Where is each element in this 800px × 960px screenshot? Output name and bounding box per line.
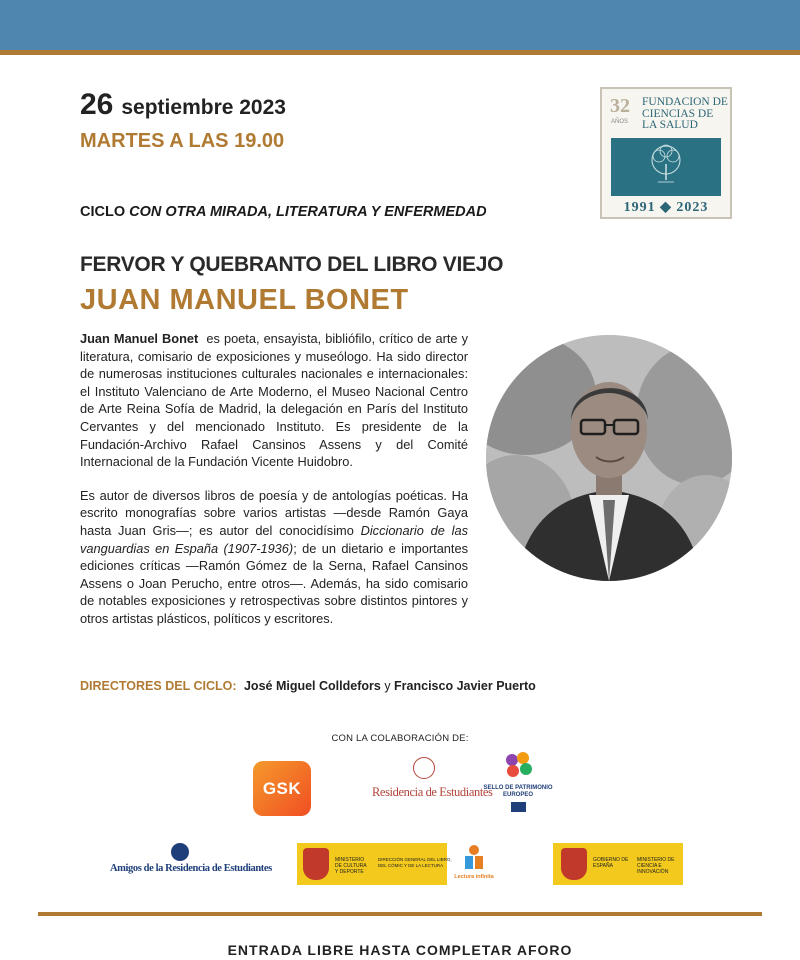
director-2: Francisco Javier Puerto — [394, 679, 536, 693]
lectura-book-icon — [452, 843, 496, 873]
top-banner — [0, 0, 800, 50]
entrance-note: ENTRADA LIBRE HASTA COMPLETAR AFORO — [227, 942, 573, 958]
amigos-residencia-logo — [110, 843, 272, 874]
cycle-prefix: CICLO — [80, 204, 126, 220]
speaker-portrait — [486, 335, 732, 581]
cycle-name: CON OTRA MIRADA, LITERATURA Y ENFERMEDAD — [129, 204, 487, 220]
bio-text-2a: Es autor de diversos libros de poesía y de antologías poéticas. Ha escrito monografías sobre varios artistas —desde Ramón Gaya hasta Juan Gris—; es autor del conocidísimo — [80, 487, 468, 538]
portrait-image — [486, 335, 732, 581]
foundation-name: FUNDACION DE CIENCIAS DE LA SALUD — [642, 96, 728, 131]
speaker-biography — [80, 330, 468, 644]
foundation-logo — [600, 87, 732, 219]
spain-coat-of-arms-icon — [303, 848, 329, 880]
foundation-tree-emblem — [611, 138, 721, 196]
event-date — [80, 88, 286, 122]
amigos-name: Amigos de la Residencia de Estudiantes — [110, 863, 272, 874]
cycle-directors — [80, 679, 536, 693]
bio-paragraph-2 — [80, 487, 468, 628]
directors-label: DIRECTORES DEL CICLO: — [80, 679, 237, 693]
event-day: 26 — [80, 88, 114, 121]
event-time: MARTES A LAS 19.00 — [80, 130, 285, 152]
residencia-seal-icon — [413, 757, 435, 779]
tree-icon — [611, 138, 721, 196]
cycle-heading — [80, 204, 487, 220]
residencia-name: Residencia de Estudiantes — [372, 785, 493, 799]
gov2-ministry: MINISTERIO DE CIENCIA E INNOVACIÓN — [637, 857, 675, 875]
spain-coat-of-arms-icon — [561, 848, 587, 880]
bio-book-title: Diccionario de las vanguardias en España (1907-1936) — [80, 522, 468, 556]
eu-flag-icon — [511, 802, 526, 812]
gov1-subdepartment: DIRECCIÓN GENERAL DEL LIBRO, DEL CÓMIC Y DE LA LECTURA — [378, 857, 452, 868]
talk-title: FERVOR Y QUEBRANTO DEL LIBRO VIEJO — [80, 253, 504, 276]
bio-paragraph-1 — [80, 330, 468, 471]
bio-text-1: es poeta, ensayista, bibliófilo, crítico de arte y literatura, comisario de exposiciones y museólogo. Ha sido director de numerosas instituciones culturales nacionales e internacionales: el Instituto Valenciano de Arte Moderno, el Museo Nacional Centro de Arte Reina Sofía de Madrid, la delegación en París del Instituto Cervantes y del mencionado Instituto. Es presidente de la Fundación-Archivo Rafael Cansinos Assens y del Comité Internacional de la Fundación Vicente Huidobro. — [80, 331, 468, 470]
bio-text-2b: ; de un dietario e importantes ediciones críticas —Ramón Gómez de la Serna, Rafael Cansinos Assens o Joan Perucho, entre otros—. Además, ha sido comisario de notables exposiciones y retrospectivas sobre distintos pintores y otros artistas plásticos, políticos y escritores. — [80, 540, 468, 626]
residencia-logo — [372, 757, 493, 807]
bio-name: Juan Manuel Bonet — [80, 331, 199, 346]
lectura-infinita-logo — [452, 843, 496, 885]
anniversary-label: AÑOS — [611, 119, 629, 125]
gov2-government: GOBIERNO DE ESPAÑA — [593, 857, 629, 869]
sello-patrimonio-logo — [482, 752, 554, 814]
collaboration-heading: CON LA COLABORACIÓN DE: — [331, 733, 469, 744]
amigos-seal-icon — [171, 843, 189, 861]
speaker-name: JUAN MANUEL BONET — [80, 284, 409, 316]
gsk-logo: GSK — [253, 761, 311, 816]
top-divider — [0, 50, 800, 55]
gov1-department: MINISTERIO DE CULTURA Y DEPORTE — [335, 857, 367, 875]
foundation-years: 1991 ◆ 2023 — [623, 200, 709, 215]
ministerio-ciencia-logo — [553, 843, 683, 885]
director-1: José Miguel Colldefors — [243, 679, 381, 693]
directors-conjunction: y — [384, 679, 391, 693]
bottom-divider — [38, 912, 762, 916]
heritage-flower-icon — [502, 752, 534, 778]
sello-text: SELLO DE PATRIMONIO EUROPEO — [483, 785, 553, 798]
anniversary-number: 32 — [610, 95, 630, 117]
event-month-year: septiembre 2023 — [121, 96, 286, 119]
lectura-name: Lectura infinita — [454, 874, 494, 880]
